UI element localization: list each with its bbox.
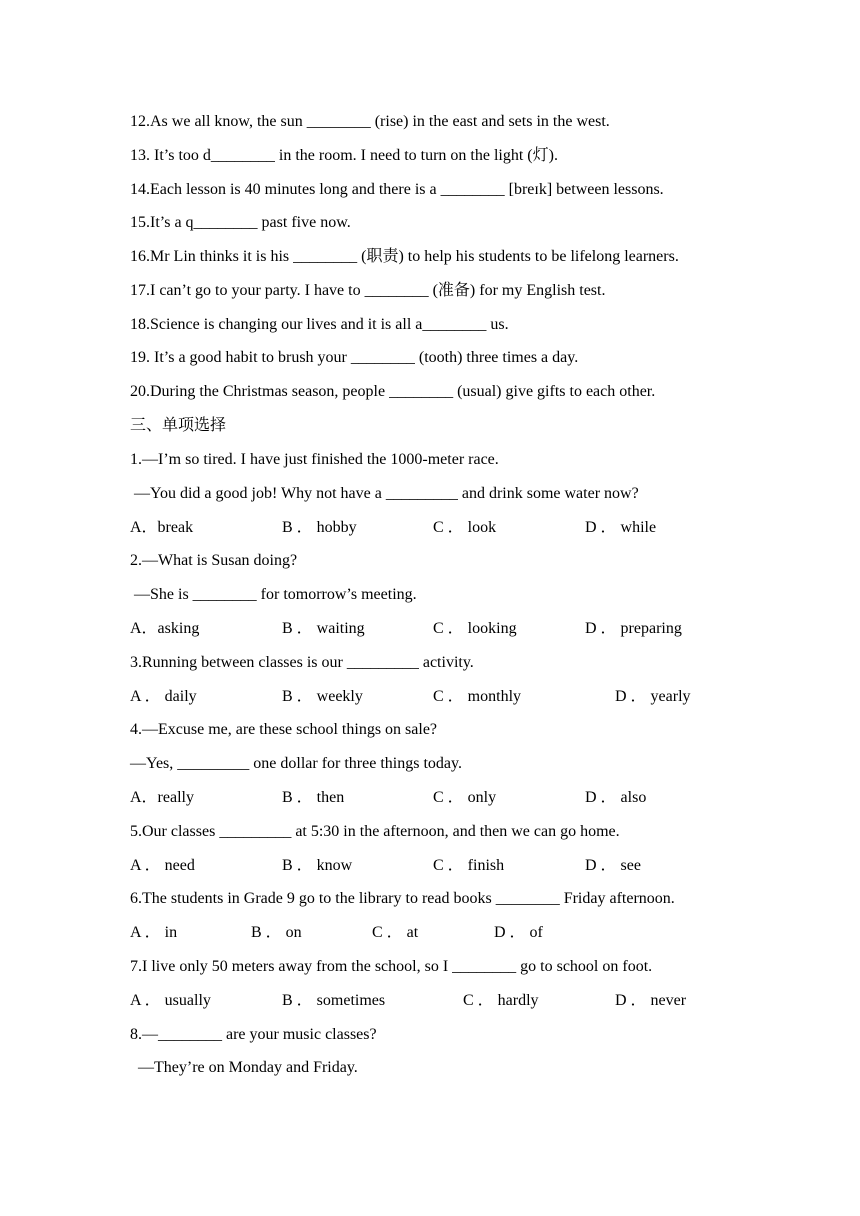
question-2-option-d: D ． preparing: [585, 620, 682, 637]
question-8-line-1: 8.—________ are your music classes?: [130, 1026, 377, 1043]
fill-in-item-19: 19. It’s a good habit to brush your ________ (tooth) three times a day.: [130, 349, 579, 366]
question-3-option-c: C ． monthly: [433, 688, 522, 705]
question-4-option-a: A．really: [130, 789, 194, 806]
question-6-option-b: B ． on: [251, 924, 302, 941]
question-2-option-b: B ． waiting: [282, 620, 365, 637]
question-8-line-2: —They’re on Monday and Friday.: [130, 1059, 358, 1076]
question-2-option-a: A．asking: [130, 620, 200, 637]
question-1-line-2: —You did a good job! Why not have a _________ and drink some water now?: [130, 485, 639, 502]
question-2-option-c: C ． looking: [433, 620, 517, 637]
question-6-option-c: C ． at: [372, 924, 419, 941]
question-5-option-b: B ． know: [282, 857, 353, 874]
fill-in-item-20: 20.During the Christmas season, people ________ (usual) give gifts to each other.: [130, 383, 656, 400]
question-4-line-1: 4.—Excuse me, are these school things on sale?: [130, 721, 438, 738]
question-4-option-c: C ． only: [433, 789, 497, 806]
question-6-line-1: 6.The students in Grade 9 go to the library to read books ________ Friday afternoon.: [130, 890, 675, 907]
question-1-option-c: C ． look: [433, 519, 497, 536]
question-3-option-b: B ． weekly: [282, 688, 363, 705]
fill-in-item-15: 15.It’s a q________ past five now.: [130, 214, 351, 231]
question-7-option-c: C ． hardly: [463, 992, 539, 1009]
question-4-option-b: B ． then: [282, 789, 345, 806]
question-2-line-1: 2.—What is Susan doing?: [130, 552, 298, 569]
question-2-line-2: —She is ________ for tomorrow’s meeting.: [130, 586, 417, 603]
question-6-option-d: D ． of: [494, 924, 543, 941]
fill-in-item-13: 13. It’s too d________ in the room. I need to turn on the light (灯).: [130, 147, 558, 164]
question-3-option-d: D ． yearly: [615, 688, 691, 705]
question-7-line-1: 7.I live only 50 meters away from the school, so I ________ go to school on foot.: [130, 958, 653, 975]
fill-in-item-16: 16.Mr Lin thinks it is his ________ (职责) to help his students to be lifelong learners.: [130, 248, 679, 265]
fill-in-item-18: 18.Science is changing our lives and it is all a________ us.: [130, 316, 509, 333]
question-3-option-a: A ． daily: [130, 688, 197, 705]
fill-in-item-17: 17.I can’t go to your party. I have to ________ (准备) for my English test.: [130, 282, 606, 299]
question-7-option-b: B ． sometimes: [282, 992, 386, 1009]
question-3-line-1: 3.Running between classes is our _________ activity.: [130, 654, 474, 671]
fill-in-item-14: 14.Each lesson is 40 minutes long and there is a ________ [breɪk] between lessons.: [130, 181, 664, 198]
question-5-option-c: C ． finish: [433, 857, 505, 874]
question-7-option-a: A ． usually: [130, 992, 211, 1009]
question-1-line-1: 1.—I’m so tired. I have just finished the 1000-meter race.: [130, 451, 499, 468]
question-4-option-d: D ． also: [585, 789, 647, 806]
question-4-line-2: —Yes, _________ one dollar for three things today.: [130, 755, 462, 772]
question-5-option-a: A ． need: [130, 857, 195, 874]
question-1-option-a: A．break: [130, 519, 194, 536]
question-5-option-d: D ． see: [585, 857, 641, 874]
section-title: 三、单项选择: [130, 417, 227, 434]
question-1-option-b: B ． hobby: [282, 519, 357, 536]
question-5-line-1: 5.Our classes _________ at 5:30 in the afternoon, and then we can go home.: [130, 823, 620, 840]
question-7-option-d: D ． never: [615, 992, 687, 1009]
question-1-option-d: D ． while: [585, 519, 657, 536]
fill-in-item-12: 12.As we all know, the sun ________ (rise) in the east and sets in the west.: [130, 113, 610, 130]
question-6-option-a: A ． in: [130, 924, 178, 941]
